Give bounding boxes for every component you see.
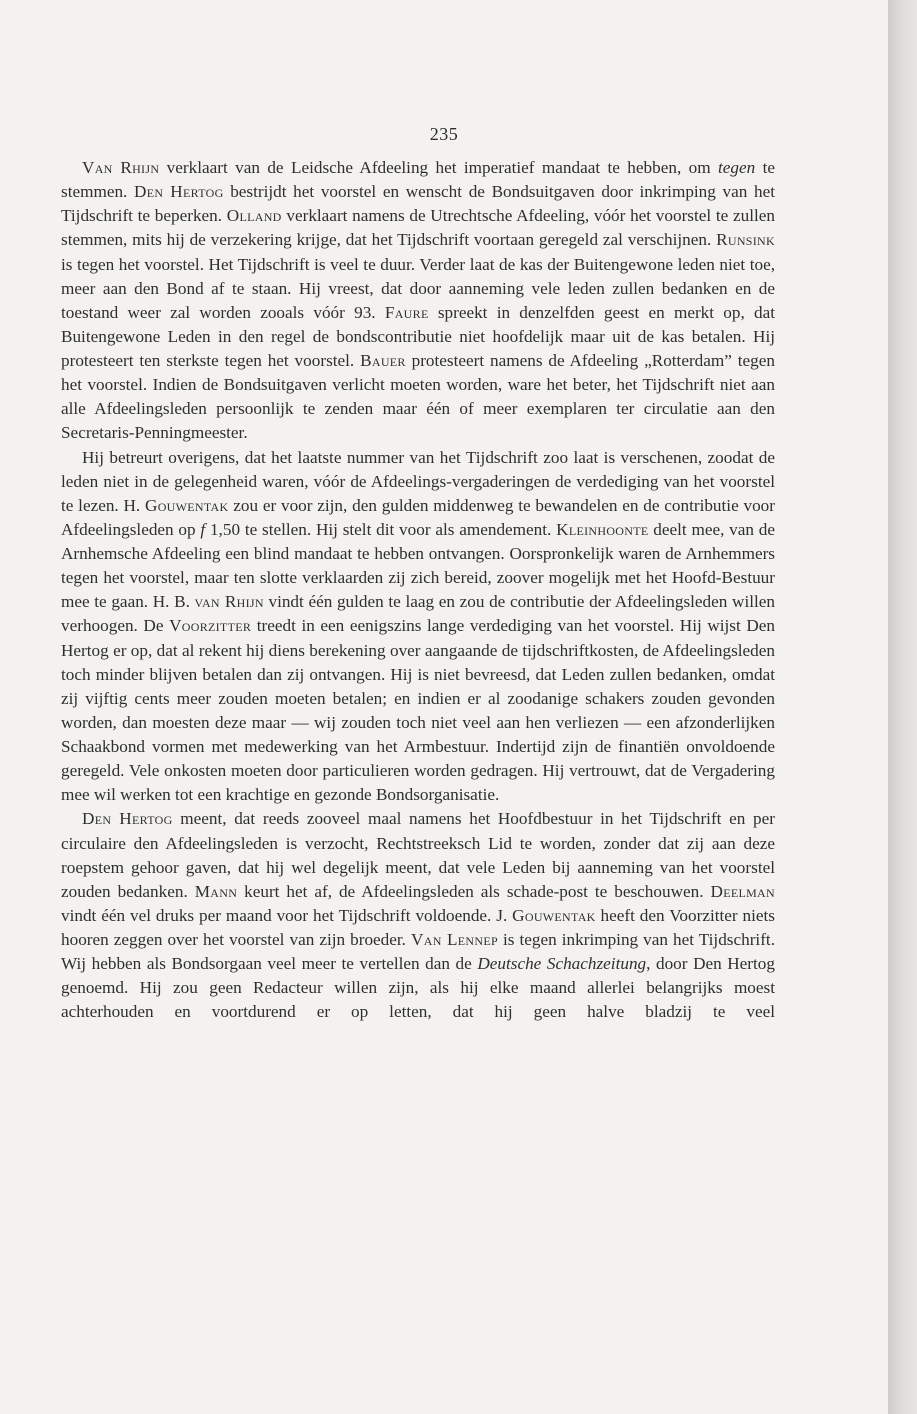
text-run: spreekt in denzelfden geest en merkt op, dat Buitengewone Leden in den regel de bondscontributie niet hoofdelijk maar uit de kas betalen. Hij protesteert ten sterkste tegen het voorstel. xyxy=(61,302,776,370)
paragraph-3 xyxy=(61,807,775,1024)
emphasis-text: tegen xyxy=(717,158,756,177)
text-run: deelt mee, van de Arnhemsche Afdeeling een blind mandaat te hebben ontvangen. Oorspronkelijk waren de Arnhemmers tegen het voorstel, maar ten slotte verklaarden zij zich bereid, zoover mogelijk met het Hoofd-Bestuur mee te gaan. H. B. xyxy=(61,519,775,612)
text-run: verklaart namens de Utrechtsche Afdeeling, vóór het voorstel te zullen stemmen, mits hij de verzekering krijge, dat het Tijdschrift voortaan geregeld zal verschijnen. xyxy=(61,206,775,250)
text-run: zou er voor zijn, den gulden middenweg te bewandelen en de contributie voor Afdeelingsleden op xyxy=(61,495,775,539)
speaker-name: Runsink xyxy=(716,230,775,250)
text-run: vindt één vel druks per maand voor het Tijdschrift voldoende. J. xyxy=(61,905,513,925)
page-edge xyxy=(888,0,917,1414)
speaker-name: Mann xyxy=(194,881,238,901)
text-run: protesteert namens de Afdeeling „Rotterdam” tegen het voorstel. Indien de Bondsuitgaven verlicht moeten worden, ware het beter, het Tijdschrift niet aan alle Afdeelingsleden persoonlijk te zenden maar één of meer exemplaren ter circulatie aan den Secretaris-Penningmeester. xyxy=(61,351,775,443)
text-run: meent, dat reeds zooveel maal namens het Hoofdbestuur in het Tijdschrift en per circulaire den Afdeelingsleden is verzocht, Rechtstreeksch Lid te worden, zonder dat zij aan deze roepstem gehoor gaven, dat hij wel degelijk meent, dat vele Leden bij aanneming van het voorstel zouden bedanken. xyxy=(61,809,775,901)
text-run: treedt in een eenigszins lange verdediging van het voorstel. Hij wijst Den Hertog er op, dat al rekent hij diens berekening over aangaande de tijdschriftkosten, de Afdeelingsleden toch minder blijven betalen dan zij ontvangen. Hij is niet bevreesd, dat Leden zullen bedanken, omdat zij vijftig cents meer zouden moeten betalen; en indien er al zoodanige schakers zouden gevonden worden, dan moesten deze maar — wij zouden toch niet veel aan hen verliezen — een afzonderlijken Schaakbond vormen met medewerking van het Armbestuur. Indertijd zijn de finantiën onvoldoende geregeld. Vele onkosten moeten door particulieren worden gedragen. Hij vertrouwt, dat de Vergadering mee wil werken tot een krachtige en gezonde Bondsorganisatie. xyxy=(61,616,775,805)
speaker-name: Den Hertog xyxy=(82,809,173,829)
text-run: keurt het af, de Afdeelingsleden als schade-post te beschouwen. xyxy=(237,881,711,901)
speaker-name: Voorzitter xyxy=(169,616,252,636)
speaker-name: Faure xyxy=(384,302,429,322)
text-run: vindt één gulden te laag en zou de contributie der Afdeelingsleden willen verhoogen. De xyxy=(61,592,775,636)
paragraph-2 xyxy=(61,446,775,808)
text-run: 1,50 te stellen. Hij stelt dit voor als amendement. xyxy=(205,519,557,539)
paragraph-1 xyxy=(61,156,775,446)
speaker-name: Kleinhoonte xyxy=(556,519,649,539)
speaker-name: Olland xyxy=(226,206,282,226)
speaker-name: Bauer xyxy=(360,351,406,370)
page-number: 235 xyxy=(429,124,459,144)
text-run: verklaart van de Leidsche Afdeeling het imperatief mandaat te hebben, om xyxy=(159,158,718,177)
speaker-name: Deelman xyxy=(710,881,775,901)
text-run: bestrijdt het voorstel en wenscht de Bondsuitgaven door inkrimping van het Tijdschrift te beperken. xyxy=(61,182,775,226)
speaker-name: Den Hertog xyxy=(134,182,224,202)
text-run: , door Den Hertog genoemd. Hij zou geen Redacteur willen zijn, als hij elke maand allerlei belangrijks moest achterhouden en voortdurend er op letten, dat hij geen halve bladzij te veel xyxy=(61,954,775,1022)
text-run: te stemmen. xyxy=(61,158,776,202)
body-text xyxy=(61,156,775,1025)
text-run: heeft den Voorzitter niets hooren zeggen over het voorstel van zijn broeder. xyxy=(61,905,775,949)
emphasis-text: f xyxy=(200,519,206,539)
speaker-name: Gouwentak xyxy=(512,905,596,925)
speaker-name: van Rhijn xyxy=(194,592,264,612)
text-run: is tegen het voorstel. Het Tijdschrift is veel te duur. Verder laat de kas der Buitengewone leden niet toe, meer aan den Bond af te staan. Hij vreest, dat door aanneming vele leden zullen bedanken en de toestand weer zal worden zooals vóór 93. xyxy=(61,254,775,322)
speaker-name: Van Lennep xyxy=(411,930,498,949)
text-run: Hij betreurt overigens, dat het laatste nummer van het Tijdschrift zoo laat is verschenen, zoodat de leden niet in de gelegenheid waren, vóór de Afdeelings-vergaderingen de verdediging van het voorstel te lezen. H. xyxy=(61,447,775,515)
text-run: is tegen inkrimping van het Tijdschrift. Wij hebben als Bondsorgaan veel meer te vertellen dan de xyxy=(61,930,775,974)
speaker-name: Van Rhijn xyxy=(82,158,160,177)
speaker-name: Gouwentak xyxy=(145,495,229,515)
emphasis-text: Deutsche Schachzeitung xyxy=(477,954,647,974)
